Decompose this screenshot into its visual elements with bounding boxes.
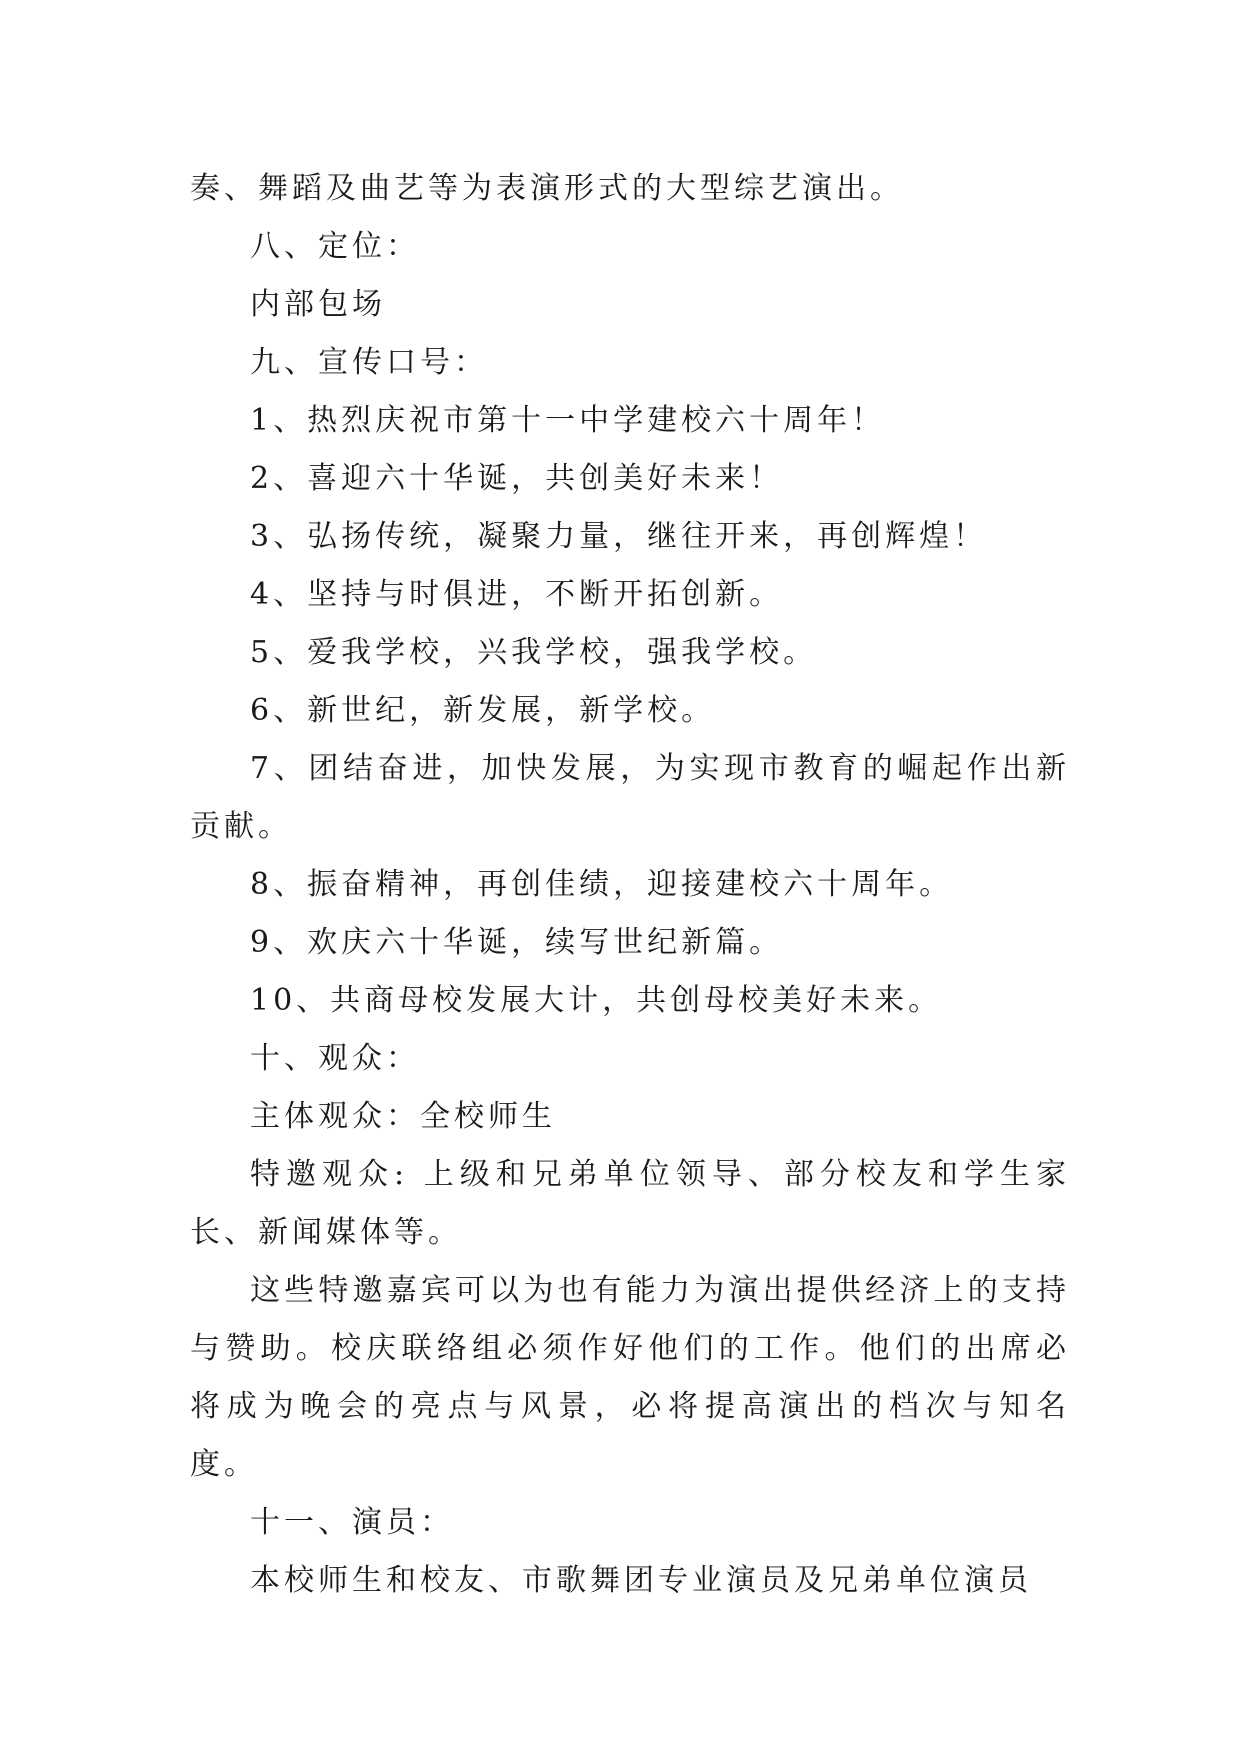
slogan-item: 3、弘扬传统，凝聚力量，继往开来，再创辉煌！ xyxy=(250,519,988,554)
paragraph-performers: 本校师生和校友、市歌舞团专业演员及兄弟单位演员 xyxy=(250,1563,1032,1598)
slogan-item: 1、热烈庆祝市第十一中学建校六十周年！ xyxy=(250,403,886,438)
slogan-item: 5、爱我学校，兴我学校，强我学校。 xyxy=(250,635,818,670)
slogan-item: 9、欢庆六十华诞，续写世纪新篇。 xyxy=(250,925,784,960)
paragraph-invited-guests-note: 这些特邀嘉宾可以为也有能力为演出提供经济上的支持与赞助。校庆联络组必须作好他们的工作。他们的出席必将成为晚会的亮点与风景，必将提高演出的档次与知名度。 xyxy=(190,1273,1070,1482)
heading-slogans: 九、宣传口号： xyxy=(250,345,488,380)
heading-positioning: 八、定位： xyxy=(250,229,420,264)
paragraph-positioning: 内部包场 xyxy=(250,287,386,322)
slogan-item: 10、共商母校发展大计，共创母校美好未来。 xyxy=(250,983,943,1018)
slogan-item: 8、振奋精神，再创佳绩，迎接建校六十周年。 xyxy=(250,867,954,902)
slogan-item: 7、团结奋进，加快发展，为实现市教育的崛起作出新贡献。 xyxy=(190,751,1070,844)
paragraph-invited-audience: 特邀观众: 上级和兄弟单位领导、部分校友和学生家长、新闻媒体等。 xyxy=(190,1157,1070,1250)
paragraph-performance-forms: 奏、舞蹈及曲艺等为表演形式的大型综艺演出。 xyxy=(190,171,904,206)
slogan-item: 2、喜迎六十华诞，共创美好未来！ xyxy=(250,461,784,496)
paragraph-main-audience: 主体观众：全校师生 xyxy=(250,1099,556,1134)
heading-audience: 十、观众： xyxy=(250,1041,420,1076)
heading-performers: 十一、演员： xyxy=(250,1505,454,1540)
slogan-item: 4、坚持与时俱进，不断开拓创新。 xyxy=(250,577,784,612)
document-body xyxy=(190,160,1070,1610)
slogan-item: 6、新世纪，新发展，新学校。 xyxy=(250,693,716,728)
